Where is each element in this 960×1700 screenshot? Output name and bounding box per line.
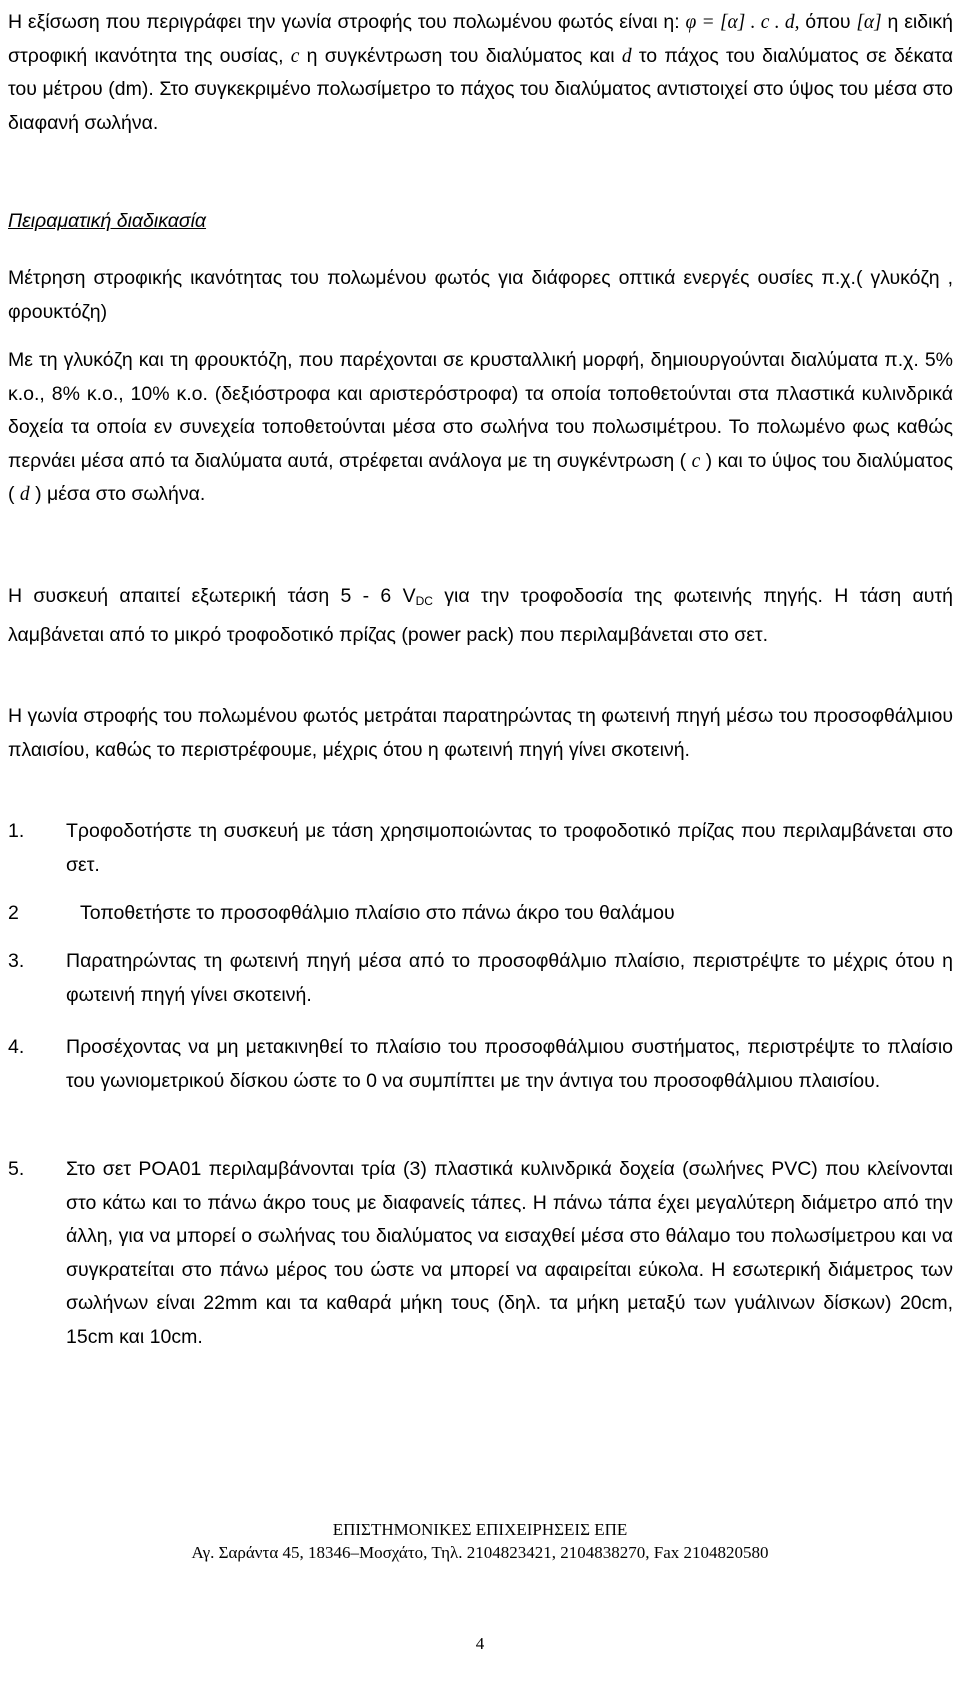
intro-text: όπου (799, 11, 857, 33)
concentration-symbol: c (290, 45, 300, 67)
paragraph-text: ) και το ύψος του διαλύματος ( (8, 449, 953, 505)
list-number: 3. (8, 950, 25, 972)
list-number: 1. (8, 820, 25, 842)
intro-text: το πάχος του διαλύματος σε δέκατα του μέτρου (dm). Στο συγκεκριμένο πολωσίμετρο το πάχος του διαλύματος αντιστοιχεί στο ύψος του μέσα στο διαφανή σωλήνα. (8, 44, 953, 134)
paragraph-text: για την τροφοδοσία της φωτεινής πηγής. Η τάση αυτή λαμβάνεται από το μικρό τροφοδοτικό πρίζας (power pack) που περιλαμβάνεται στο σετ. (8, 585, 953, 646)
dc-subscript: DC (415, 594, 433, 608)
list-text: Παρατηρώντας τη φωτεινή πηγή μέσα από το προσοφθάλμιο πλαίσιο, περιστρέψτε το μέχρις ότου η φωτεινή πηγή γίνει σκοτεινή. (66, 950, 953, 1006)
thickness-symbol: d (19, 484, 30, 505)
list-text: Τροφοδοτήστε τη συσκευή με τάση χρησιμοποιώντας το τροφοδοτικό πρίζας που περιλαμβάνεται στο σετ. (66, 820, 953, 876)
page-number: 4 (475, 1634, 485, 1653)
footer-address: Αγ. Σαράντα 45, 18346–Μοσχάτο, Τηλ. 2104823421, 2104838270, Fax 2104820580 (191, 1543, 769, 1562)
paragraph-solutions (8, 344, 953, 512)
intro-paragraph (8, 6, 953, 140)
list-number: 2 (8, 902, 19, 924)
specific-rotation-symbol: [α] (856, 12, 882, 33)
paragraph-text: ) μέσα στο σωλήνα. (29, 483, 206, 505)
intro-text: Η εξίσωση που περιγράφει την γωνία στροφής του πολωμένου φωτός είναι η: (8, 11, 680, 33)
section-heading: Πειραματική διαδικασία (8, 210, 207, 232)
concentration-symbol: c (691, 450, 701, 472)
list-text: Τοποθετήστε το προσοφθάλμιο πλαίσιο στο πάνω άκρο του θαλάμου (80, 902, 675, 924)
intro-text: η ειδική στροφική ικανότητα της ουσίας, (8, 11, 954, 67)
thickness-symbol: d (621, 45, 632, 67)
paragraph-angle: Η γωνία στροφής του πολωμένου φωτός μετράται παρατηρώντας τη φωτεινή πηγή μέσω του προσοφθάλμιου πλαισίου, καθώς το περιστρέφουμε, μέχρις ότου η φωτεινή πηγή γίνει σκοτεινή. (8, 705, 953, 761)
list-text: Στο σετ POA01 περιλαμβάνονται τρία (3) πλαστικά κυλινδρικά δοχεία (σωλήνες PVC) που κλείνονται στο κάτω και το πάνω άκρο τους με διαφανείς τάπες. Η πάνω τάπα έχει μεγαλύτερη διάμετρο από την άλλη, για να μπορεί ο σωλήνας του διαλύματος να εισαχθεί μέσα στο θάλαμο του πολωσίμετρου και να συγκρατείται στο πάνω μέρος του ώστε να μπορεί να αφαιρείται εύκολα. Η εσωτερική διάμετρος των σωλήνων είναι 22mm και τα καθαρά μήκη τους (δηλ. τα μήκη μεταξύ των γυάλινων δίσκων) 20cm, 15cm και 10cm. (66, 1158, 953, 1348)
paragraph-measurement: Μέτρηση στροφικής ικανότητας του πολωμένου φωτός για διάφορες οπτικά ενεργές ουσίες π.χ.( γλυκόζη , φρουκτόζη) (8, 267, 953, 323)
paragraph-text: Με τη γλυκόζη και τη φρουκτόζη, που παρέχονται σε κρυσταλλική μορφή, δημιουργούνται διαλύματα π.χ. 5% κ.ο., 8% κ.ο., 10% κ.ο. (δεξιόστροφα και αριστερόστροφα) τα οποία τοποθετούνται στα πλαστικά κυλινδρικά δοχεία τα οποία εν συνεχεία τοποθετούνται μέσα στο σωλήνα του πολωσιμέτρου. Το πολωμένο φως καθώς περνάει μέσα από τα διαλύματα αυτά, στρέφεται ανάλογα με τη συγκέντρωση ( (8, 349, 953, 472)
rotation-formula: φ = [α] . c . d, (685, 12, 800, 33)
list-number: 5. (8, 1158, 25, 1180)
list-text: Προσέχοντας να μη μετακινηθεί το πλαίσιο του προσοφθάλμιου συστήματος, περιστρέψτε το πλαίσιο του γωνιομετρικού δίσκου ώστε το 0 να συμπίπτει με την άντιγα του προσοφθάλμιου πλαισίου. (66, 1036, 953, 1092)
intro-text: η συγκέντρωση του διαλύματος και (299, 44, 622, 67)
paragraph-power (8, 580, 953, 652)
paragraph-text: Η συσκευή απαιτεί εξωτερική τάση 5 - 6 V (8, 585, 416, 607)
list-number: 4. (8, 1036, 25, 1058)
footer-company: ΕΠΙΣΤΗΜΟΝΙΚΕΣ ΕΠΙΧΕΙΡΗΣΕΙΣ ΕΠΕ (332, 1520, 628, 1539)
